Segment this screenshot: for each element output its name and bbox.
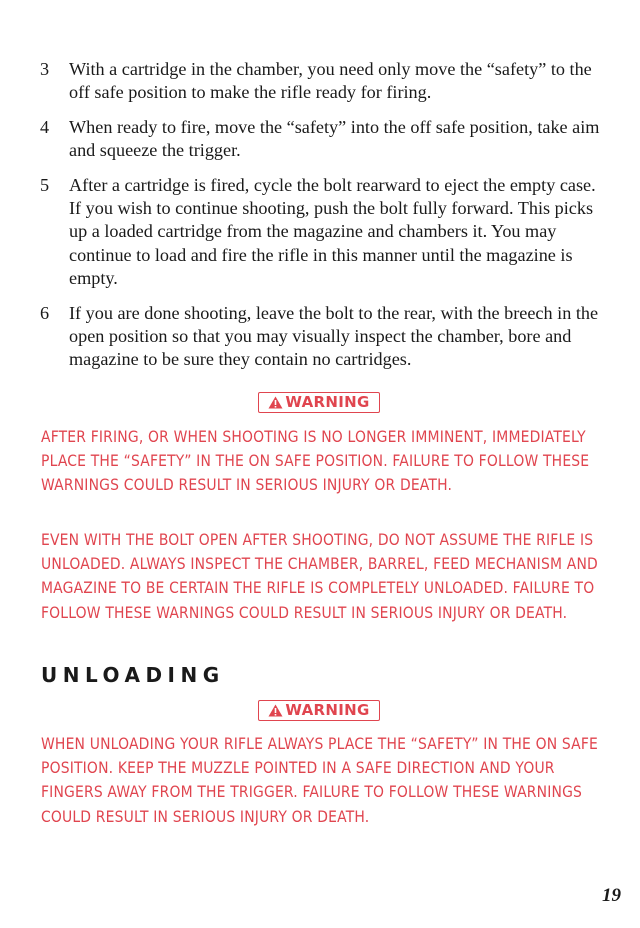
step-item: [40, 302, 602, 372]
step-number: 4: [40, 116, 50, 137]
step-item: [40, 116, 602, 163]
instruction-steps: [40, 58, 602, 383]
page-number: 19: [602, 885, 621, 906]
step-text: When ready to fire, move the “safety” into the off safe position, take aim and squeeze the trigger.: [69, 116, 600, 161]
warning-label: WARNING: [285, 701, 370, 719]
warning-badge: [258, 392, 380, 413]
step-item: [40, 58, 602, 105]
warning-paragraph: AFTER FIRING, OR WHEN SHOOTING IS NO LONGER IMMINENT, IMMEDIATELY PLACE THE “SAFETY” IN THE ON SAFE POSITION. FAILURE TO FOLLOW THESE WARNINGS COULD RESULT IN SERIOUS INJURY OR DEATH.: [41, 427, 590, 495]
step-number: 3: [40, 59, 50, 79]
warning-badge: [258, 700, 380, 721]
step-text: After a cartridge is fired, cycle the bolt rearward to eject the empty case. If you wish to continue shooting, push the bolt fully forward. This picks up a loaded cartridge from the magazine and chambers it. You may continue to load and fire the rifle in this manner until the magazine is empty.: [69, 174, 596, 289]
section-title: UNLOADING: [41, 663, 225, 687]
step-text: With a cartridge in the chamber, you need only move the “safety” to the off safe position to make the rifle ready for firing.: [69, 59, 592, 103]
step-item: [40, 174, 602, 291]
warning-triangle-icon: [268, 704, 283, 717]
warning-paragraph: WHEN UNLOADING YOUR RIFLE ALWAYS PLACE THE “SAFETY” IN THE ON SAFE POSITION. KEEP THE MUZZLE POINTED IN A SAFE DIRECTION AND YOUR FINGERS AWAY FROM THE TRIGGER. FAILURE TO FOLLOW THESE WARNINGS COULD RESULT IN SERIOUS INJURY OR DEATH.: [41, 734, 599, 826]
step-text: If you are done shooting, leave the bolt to the rear, with the breech in the open position so that you may visually inspect the chamber, bore and magazine to be sure they contain no cartridges.: [69, 302, 599, 370]
warning-label: WARNING: [285, 393, 370, 411]
step-number: 6: [40, 302, 50, 323]
warning-triangle-icon: [268, 396, 283, 409]
warning-paragraph: EVEN WITH THE BOLT OPEN AFTER SHOOTING, DO NOT ASSUME THE RIFLE IS UNLOADED. ALWAYS INSPECT THE CHAMBER, BARREL, FEED MECHANISM AND MAGAZINE TO BE CERTAIN THE RIFLE IS COMPLETELY UNLOADED. FAILURE TO FOLLOW THESE WARNINGS COULD RESULT IN SERIOUS INJURY OR DEATH.: [41, 530, 598, 622]
step-number: 5: [40, 174, 50, 195]
